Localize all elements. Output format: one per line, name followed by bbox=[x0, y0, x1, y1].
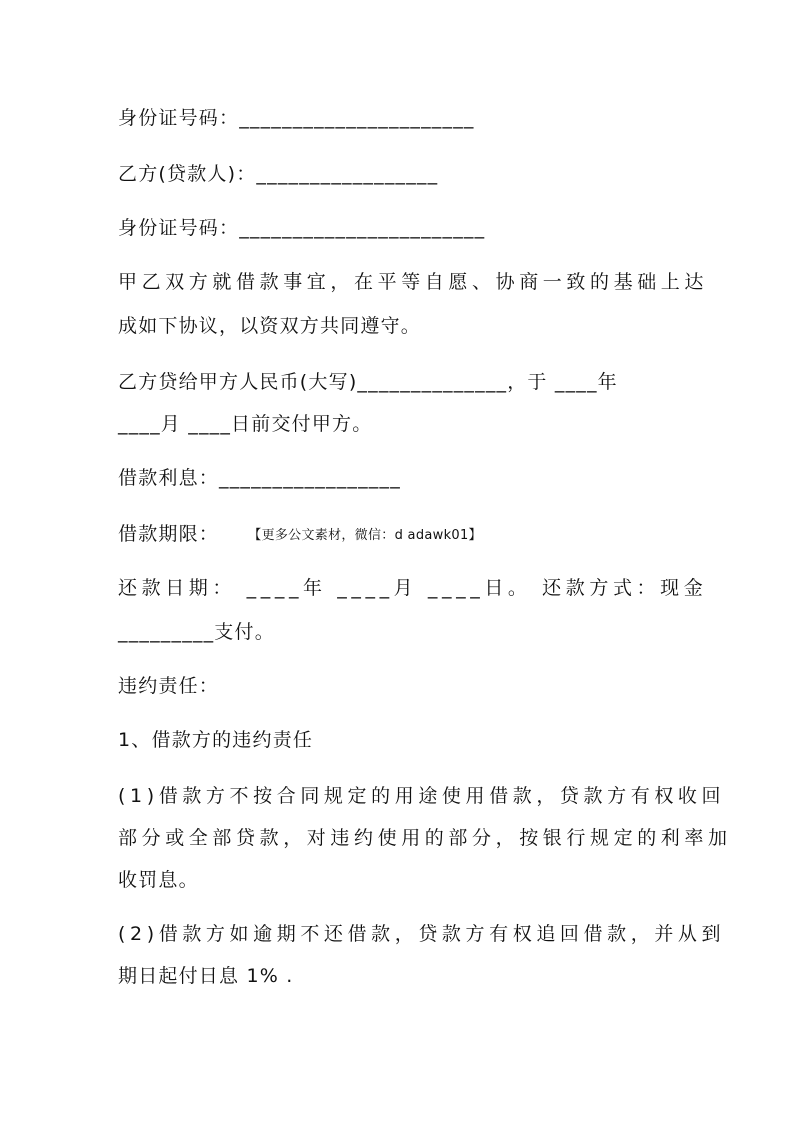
lender-line: 乙方(贷款人)：_________________ bbox=[118, 163, 439, 185]
loan-amount-line-2: ____月 ____日前交付甲方。 bbox=[118, 413, 373, 435]
liability-heading: 违约责任： bbox=[118, 675, 220, 697]
agreement-paragraph-line-1: 甲乙双方就借款事宜，在平等自愿、协商一致的基础上达 bbox=[118, 271, 709, 293]
loan-interest-line: 借款利息：_________________ bbox=[118, 467, 401, 489]
repayment-line-1: 还款日期： ____年 ____月 ____日。 还款方式：现金 bbox=[118, 577, 708, 599]
clause-2-line-1: (2)借款方如逾期不还借款，贷款方有权追回借款，并从到 bbox=[118, 923, 726, 945]
clause-1-line-3: 收罚息。 bbox=[118, 869, 199, 891]
clause-2-line-2: 期日起付日息 1% . bbox=[118, 965, 294, 987]
loan-amount-line-1: 乙方贷给甲方人民币(大写)______________，于 ____年 bbox=[118, 371, 618, 393]
clause-1-line-1: (1)借款方不按合同规定的用途使用借款，贷款方有权收回 bbox=[118, 785, 726, 807]
loan-term-line bbox=[118, 520, 678, 550]
borrower-id-line: 身份证号码：______________________ bbox=[118, 107, 475, 129]
clause-1-line-2: 部分或全部贷款，对违约使用的部分，按银行规定的利率加 bbox=[118, 827, 732, 849]
lender-id-line: 身份证号码：_______________________ bbox=[118, 217, 486, 239]
inline-note: 【更多公文素材，微信：d adawk01】 bbox=[248, 528, 482, 543]
repayment-line-2: _________支付。 bbox=[118, 621, 275, 643]
agreement-paragraph-line-2: 成如下协议，以资双方共同遵守。 bbox=[118, 315, 422, 337]
loan-term-label: 借款期限： bbox=[118, 523, 220, 545]
liability-subheading: 1、借款方的违约责任 bbox=[118, 729, 314, 751]
